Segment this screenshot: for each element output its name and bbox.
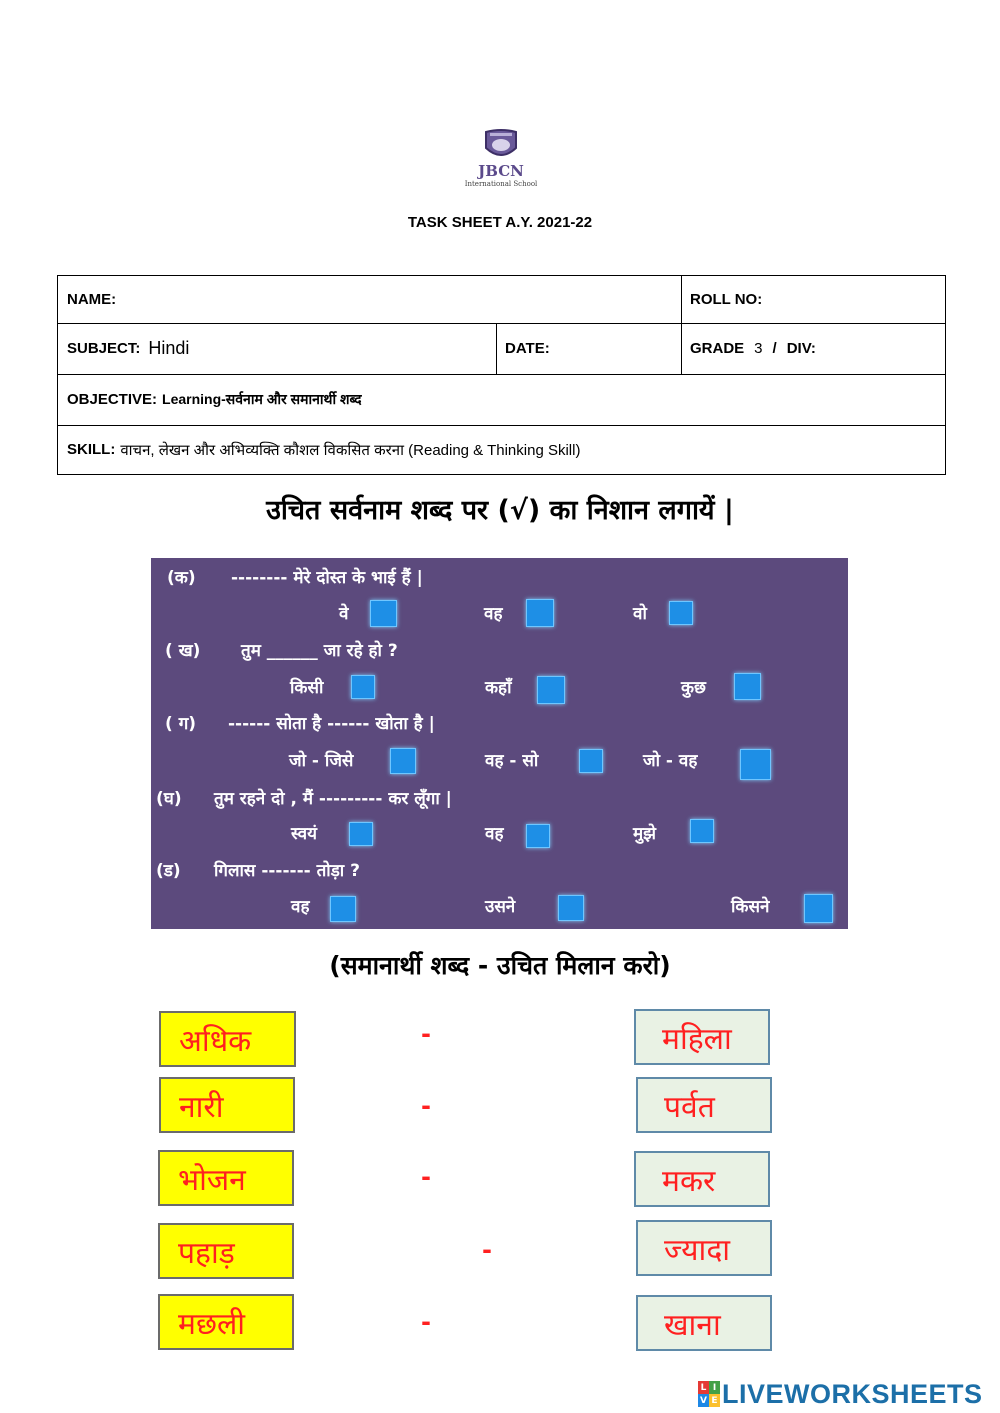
date-cell[interactable] [496, 323, 681, 374]
option-checkbox[interactable] [526, 599, 554, 627]
option-checkbox[interactable] [390, 748, 416, 774]
question-text: -------- मेरे दोस्त के भाई हैं | [231, 568, 423, 588]
roll-cell[interactable] [681, 276, 945, 323]
left-word-box[interactable]: मछली [158, 1294, 294, 1350]
section1-heading: उचित सर्वनाम शब्द पर (√) का निशान लगायें | [266, 495, 734, 526]
option-checkbox[interactable] [351, 675, 375, 699]
left-word-box[interactable]: नारी [159, 1077, 295, 1133]
option-label: उसने [485, 897, 516, 917]
right-word-box[interactable]: मकर [634, 1151, 770, 1207]
option-label: जो - वह [643, 751, 698, 771]
question-text: तुम ______ जा रहे हो ? [241, 641, 398, 661]
left-word-box[interactable]: अधिक [159, 1011, 296, 1067]
question-text: ------ सोता है ------ खोता है | [228, 714, 435, 734]
school-logo [456, 128, 546, 190]
option-label: वो [633, 604, 647, 624]
section2-heading: (समानार्थी शब्द - उचित मिलान करो) [329, 951, 671, 980]
logo-text: JBCN [478, 162, 524, 180]
match-dash: - [421, 1020, 431, 1048]
option-label: किसने [731, 897, 770, 917]
grade-separator: / [772, 340, 777, 357]
roll-label: ROLL NO: [690, 291, 763, 308]
objective-value: Learning-सर्वनाम और समानार्थी शब्द [162, 391, 362, 407]
right-word-box[interactable]: खाना [636, 1295, 772, 1351]
option-label: वह [484, 604, 503, 624]
option-label: वह - सो [485, 751, 539, 771]
grade-value: 3 [754, 340, 763, 357]
option-label: वे [339, 604, 349, 624]
objective-label: OBJECTIVE: [67, 391, 158, 408]
grade-label: GRADE [690, 340, 745, 357]
subject-label: SUBJECT: [67, 340, 141, 357]
date-label: DATE: [505, 340, 550, 357]
option-checkbox[interactable] [370, 600, 397, 627]
match-dash: - [421, 1163, 431, 1191]
question-label: (घ) [156, 789, 182, 809]
option-checkbox[interactable] [349, 822, 373, 846]
option-checkbox[interactable] [558, 895, 584, 921]
question-label: ( ख) [165, 641, 201, 661]
option-checkbox[interactable] [690, 819, 714, 843]
question-text: तुम रहने दो , मैं --------- कर लूँगा | [214, 789, 452, 809]
skill-value: वाचन, लेखन और अभिव्यक्ति कौशल विकसित करना (Reading & Thinking Skill) [120, 441, 581, 459]
right-word-box[interactable]: पर्वत [636, 1077, 772, 1133]
student-info-table [57, 275, 946, 475]
skill-cell [58, 425, 945, 474]
div-label: DIV: [786, 340, 816, 357]
left-word-box[interactable]: पहाड़ [158, 1223, 294, 1279]
option-label: जो - जिसे [289, 751, 354, 771]
option-label: स्वयं [291, 824, 317, 844]
option-label: कुछ [681, 678, 706, 698]
match-dash: - [421, 1092, 431, 1120]
name-cell[interactable] [58, 276, 681, 323]
option-checkbox[interactable] [330, 896, 356, 922]
option-checkbox[interactable] [740, 749, 771, 780]
pronoun-exercise-panel [151, 558, 848, 929]
option-checkbox[interactable] [669, 601, 693, 625]
objective-cell [58, 374, 945, 425]
logo-subtext: International School [464, 180, 538, 188]
subject-value: Hindi [148, 338, 190, 358]
question-label: (ड) [156, 861, 181, 881]
option-label: किसी [290, 678, 324, 698]
option-label: मुझे [633, 824, 657, 844]
subject-cell [58, 323, 496, 374]
question-text: गिलास ------- तोड़ा ? [214, 861, 360, 881]
option-checkbox[interactable] [579, 749, 603, 773]
option-checkbox[interactable] [537, 676, 565, 704]
right-word-box[interactable]: महिला [634, 1009, 770, 1065]
question-label: (क) [167, 568, 196, 588]
right-word-box[interactable]: ज्यादा [636, 1220, 772, 1276]
name-label: NAME: [67, 291, 117, 308]
skill-label: SKILL: [67, 441, 116, 458]
brand-text: LIVEWORKSHEETS [722, 1378, 983, 1409]
liveworksheets-brand[interactable] [698, 1377, 983, 1411]
option-checkbox[interactable] [526, 824, 550, 848]
grade-cell [681, 323, 945, 374]
question-label: ( ग) [165, 714, 197, 734]
match-dash: - [421, 1308, 431, 1336]
option-label: वह [291, 897, 310, 917]
option-checkbox[interactable] [734, 673, 761, 700]
match-dash: - [482, 1236, 492, 1264]
option-label: कहाँ [485, 678, 512, 698]
shield-logo-icon [456, 128, 546, 164]
liveworksheets-logo-icon: L I V E [698, 1381, 720, 1407]
option-label: वह [485, 824, 504, 844]
option-checkbox[interactable] [804, 894, 833, 923]
sheet-title: TASK SHEET A.Y. 2021-22 [407, 214, 593, 231]
left-word-box[interactable]: भोजन [158, 1150, 294, 1206]
